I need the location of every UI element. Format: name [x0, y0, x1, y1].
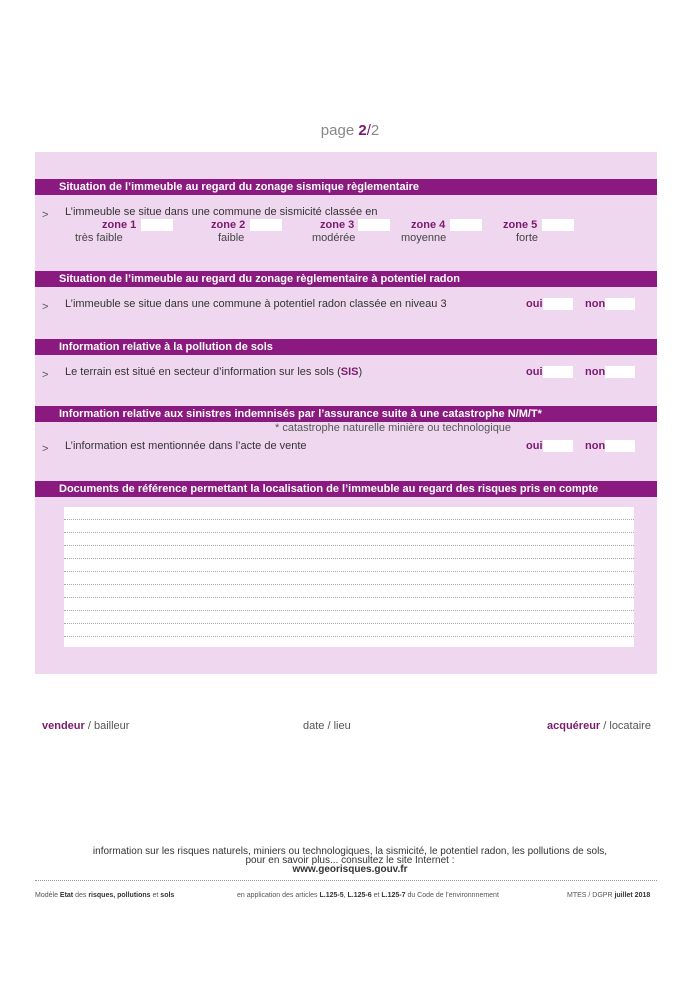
sinistres-text: L’information est mentionnée dans l’acte de vente: [65, 440, 307, 452]
section-title-sinistres: Information relative aux sinistres indemnisés par l’assurance suite à une catastrophe N/M/T*: [35, 406, 657, 422]
radon-text: L’immeuble se situe dans une commune à potentiel radon classée en niveau 3: [65, 298, 447, 310]
seller-signature-label: vendeur / bailleur: [42, 720, 130, 732]
zone-1-label: zone 1: [102, 219, 137, 231]
zone-1-checkbox[interactable]: [141, 219, 173, 231]
section-title-radon: Situation de l’immeuble au regard du zonage règlementaire à potentiel radon: [35, 271, 657, 287]
docs-line: [64, 558, 634, 559]
docs-line: [64, 636, 634, 637]
catastrophe-footnote: * catastrophe naturelle minière ou technologique: [275, 422, 512, 434]
sinistres-yes-label: oui: [526, 440, 543, 452]
radon-no-checkbox[interactable]: [605, 298, 635, 310]
docs-line: [64, 610, 634, 611]
zone-4-checkbox[interactable]: [450, 219, 482, 231]
zone-2-sublabel: faible: [218, 232, 245, 244]
sinistres-yes-checkbox[interactable]: [543, 440, 573, 452]
footer-edition: MTES / DGPR juillet 2018: [567, 892, 651, 899]
section-title-pollution: Information relative à la pollution de sols: [35, 339, 657, 355]
bullet-marker: >: [42, 209, 49, 221]
zone-3-sublabel: modérée: [312, 232, 356, 244]
georisques-link[interactable]: www.georisques.gouv.fr: [292, 864, 408, 875]
info-line-1: information sur les risques naturels, miniers ou technologiques, la sismicité, le potentiel radon, les pollutions de sols,: [92, 846, 608, 857]
docs-line: [64, 545, 634, 546]
footer-divider: [35, 880, 657, 881]
seismic-text: L’immeuble se situe dans une commune de sismicité classée en: [65, 206, 378, 218]
bullet-marker: >: [42, 369, 49, 381]
radon-yes-checkbox[interactable]: [543, 298, 573, 310]
radon-yes-label: oui: [526, 298, 543, 310]
zone-4-label: zone 4: [411, 219, 446, 231]
zone-2-label: zone 2: [211, 219, 246, 231]
section-title-documents: Documents de référence permettant la localisation de l’immeuble au regard des risques pris en compte: [35, 481, 657, 497]
page-label: page: [320, 122, 355, 139]
section-title-seismic: Situation de l’immeuble au regard du zonage sismique règlementaire: [35, 179, 657, 195]
page-total: 2: [370, 122, 380, 139]
pollution-text: Le terrain est situé en secteur d’information sur les sols (SIS): [65, 366, 363, 378]
zone-1-sublabel: très faible: [75, 232, 123, 244]
sinistres-no-label: non: [585, 440, 606, 452]
date-place-label: date / lieu: [303, 720, 351, 732]
documents-textarea[interactable]: [64, 507, 634, 647]
zone-3-label: zone 3: [320, 219, 355, 231]
buyer-signature-label: acquéreur / locataire: [547, 720, 651, 732]
zone-4-sublabel: moyenne: [401, 232, 447, 244]
sinistres-no-checkbox[interactable]: [605, 440, 635, 452]
pollution-no-label: non: [585, 366, 606, 378]
pollution-no-checkbox[interactable]: [605, 366, 635, 378]
bullet-marker: >: [42, 443, 49, 455]
radon-no-label: non: [585, 298, 606, 310]
zone-2-checkbox[interactable]: [250, 219, 282, 231]
page-current: 2: [358, 122, 367, 139]
bullet-marker: >: [42, 301, 49, 313]
zone-5-label: zone 5: [503, 219, 538, 231]
footer-model: Modèle Etat des risques, pollutions et sols: [35, 892, 175, 899]
docs-line: [64, 623, 634, 624]
sis-acronym: SIS: [340, 366, 359, 378]
docs-line: [64, 519, 634, 520]
docs-line: [64, 571, 634, 572]
pollution-yes-checkbox[interactable]: [543, 366, 573, 378]
docs-line: [64, 532, 634, 533]
docs-line: [64, 597, 634, 598]
pollution-yes-label: oui: [526, 366, 543, 378]
zone-3-checkbox[interactable]: [358, 219, 390, 231]
info-line-2: pour en savoir plus... consultez le site Internet :: [245, 855, 455, 866]
zone-5-sublabel: forte: [516, 232, 539, 244]
footer-articles: en application des articles L.125-5, L.125-6 et L.125-7 du Code de l’environnnement: [237, 892, 499, 899]
docs-line: [64, 584, 634, 585]
zone-5-checkbox[interactable]: [542, 219, 574, 231]
page-number: page 2/2: [320, 122, 380, 139]
